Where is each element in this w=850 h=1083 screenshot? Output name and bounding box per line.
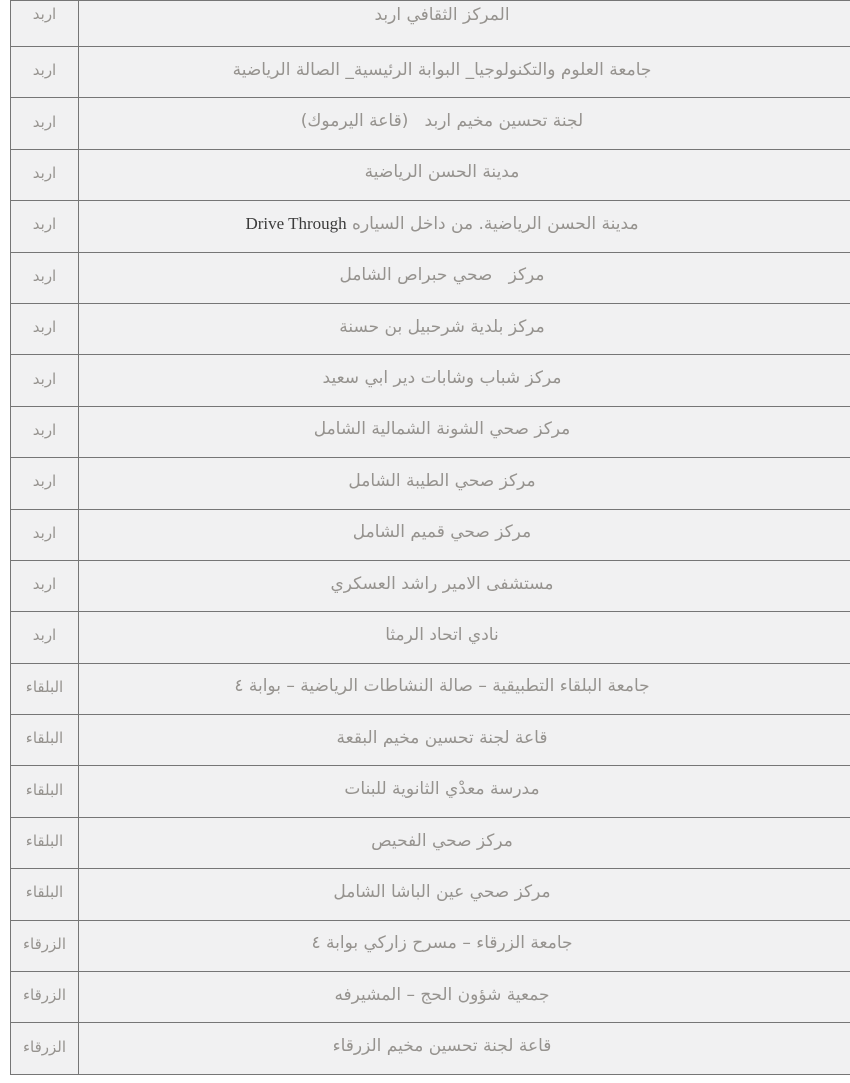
region-cell: اربد [11,406,79,457]
venue-cell: مدرسة معدْي الثانوية للبنات [79,766,850,817]
venue-cell: قاعة لجنة تحسين مخيم الزرقاء [79,1023,850,1074]
table-row [11,303,850,354]
venue-cell: جامعة البلقاء التطبيقية – صالة النشاطات الرياضية – بوابة ٤ [79,663,850,714]
region-cell: البلقاء [11,715,79,766]
table-row [11,612,850,663]
table-row [11,509,850,560]
region-cell: اربد [11,1,79,47]
region-cell: اربد [11,149,79,200]
region-cell: الزرقاء [11,920,79,971]
venue-cell: مركز بلدية شرحبيل بن حسنة [79,303,850,354]
region-cell: اربد [11,560,79,611]
table-row [11,920,850,971]
table-row [11,1023,850,1074]
region-cell: البلقاء [11,817,79,868]
table-row [11,47,850,98]
table-row [11,252,850,303]
region-cell: اربد [11,98,79,149]
region-cell: اربد [11,303,79,354]
table-row [11,715,850,766]
table-row [11,766,850,817]
region-cell: اربد [11,252,79,303]
venue-cell: مركز شباب وشابات دير ابي سعيد [79,355,850,406]
region-cell: البلقاء [11,663,79,714]
region-cell: اربد [11,355,79,406]
table-row [11,869,850,920]
venue-cell: مركز صحي الفحيص [79,817,850,868]
venue-cell: نادي اتحاد الرمثا [79,612,850,663]
venue-cell: مركز صحي حبراص الشامل [79,252,850,303]
region-cell: الزرقاء [11,972,79,1023]
venue-cell: مركز صحي قميم الشامل [79,509,850,560]
venue-cell: مدينة الحسن الرياضية. من داخل السياره Drive Through [79,201,850,252]
venue-cell: قاعة لجنة تحسين مخيم البقعة [79,715,850,766]
venue-cell: مستشفى الامير راشد العسكري [79,560,850,611]
table-row [11,98,850,149]
table-row [11,201,850,252]
table-row [11,560,850,611]
table-row [11,817,850,868]
region-cell: اربد [11,509,79,560]
region-cell: البلقاء [11,869,79,920]
region-cell: البلقاء [11,766,79,817]
venue-cell: جامعة الزرقاء – مسرح زاركي بوابة ٤ [79,920,850,971]
venue-cell: مركز صحي الطيبة الشامل [79,458,850,509]
region-cell: اربد [11,612,79,663]
region-cell: اربد [11,47,79,98]
venue-cell: جامعة العلوم والتكنولوجيا_ البوابة الرئيسية_ الصالة الرياضية [79,47,850,98]
table-row [11,663,850,714]
table-row [11,972,850,1023]
venue-cell: مركز صحي الشونة الشمالية الشامل [79,406,850,457]
region-cell: اربد [11,458,79,509]
latin-text: Drive Through [245,213,347,233]
venues-table-body [11,1,850,1075]
region-cell: اربد [11,201,79,252]
venue-cell: المركز الثقافي اربد [79,1,850,47]
venue-cell: مدينة الحسن الرياضية [79,149,850,200]
table-row [11,458,850,509]
table-row [11,149,850,200]
table-row [11,1,850,47]
venue-cell: جمعية شؤون الحج – المشيرفه [79,972,850,1023]
region-cell: الزرقاء [11,1023,79,1074]
table-row [11,406,850,457]
table-row [11,355,850,406]
venue-cell: مركز صحي عين الباشا الشامل [79,869,850,920]
venue-cell: لجنة تحسين مخيم اربد (قاعة اليرموك) [79,98,850,149]
venues-table [10,0,850,1075]
